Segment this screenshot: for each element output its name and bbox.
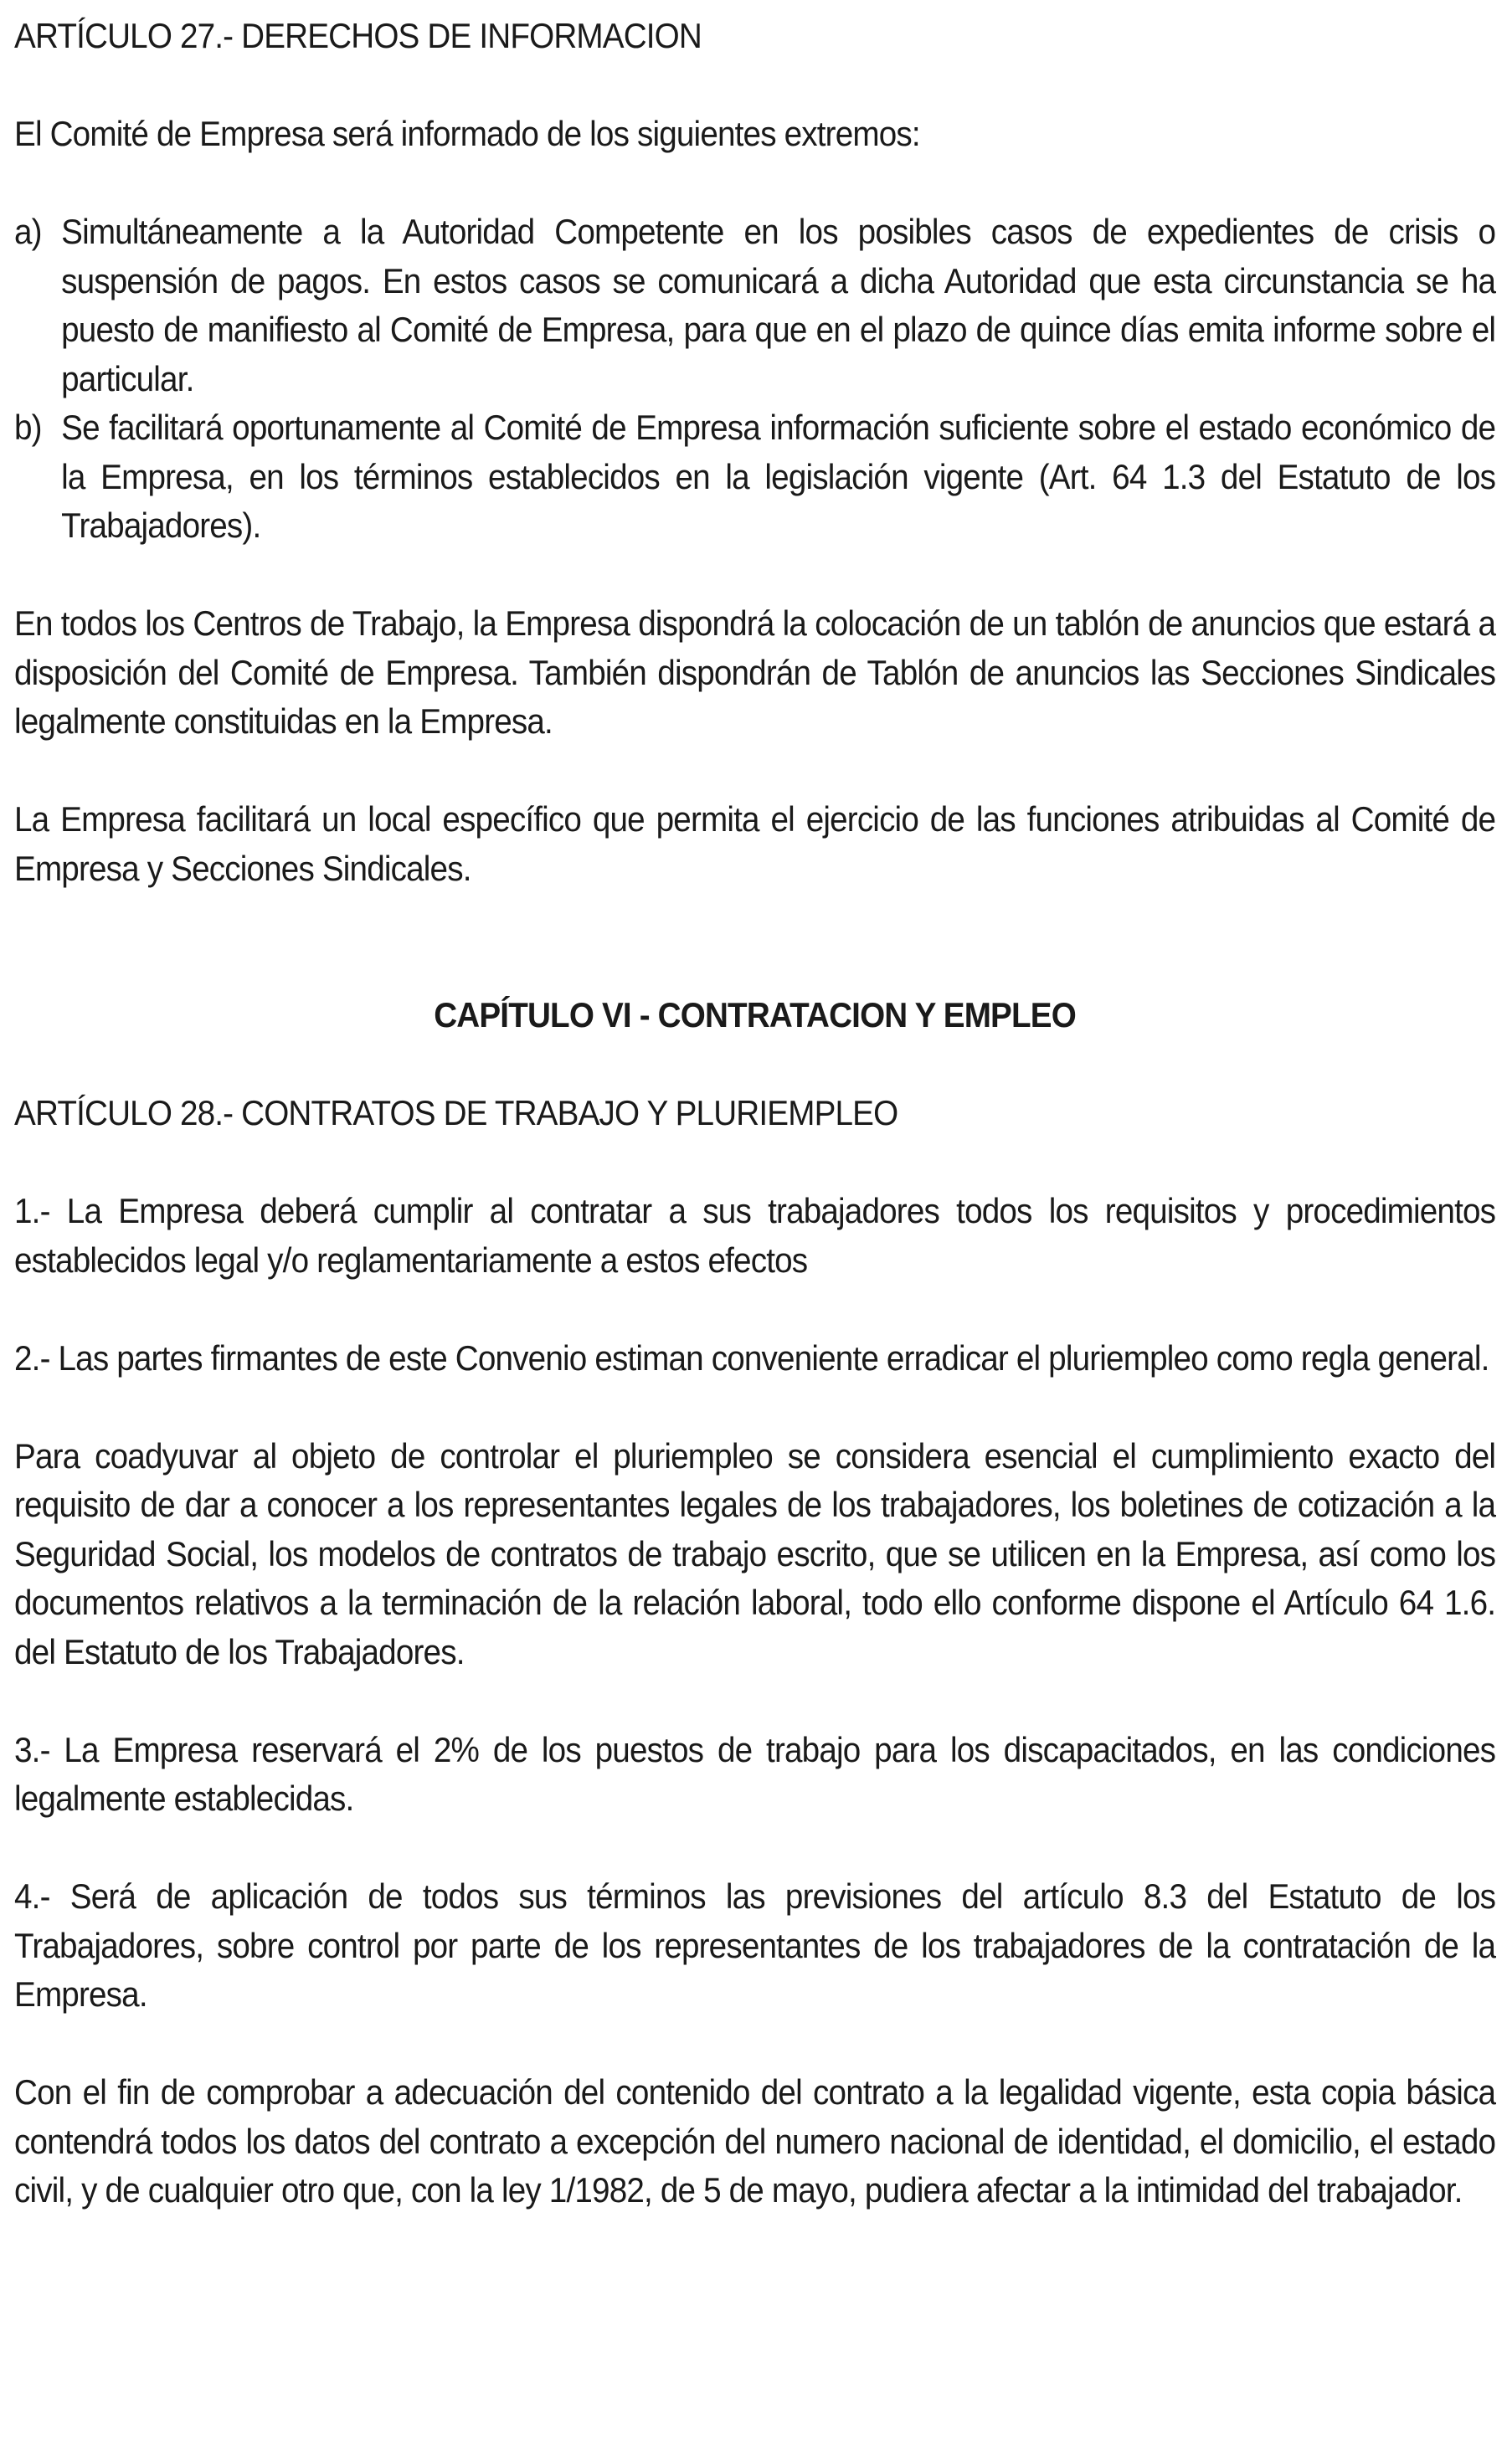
article-27-paragraph-notice-board: En todos los Centros de Trabajo, la Empresa dispondrá la colocación de un tablón de anuncios que estará a disposición del Comité de Empresa. También dispondrán de Tablón de anuncios las Secciones Sindicales legalmente constituidas en la Empresa. <box>14 603 1496 741</box>
article-27-title: ARTÍCULO 27.- DERECHOS DE INFORMACION <box>14 16 702 55</box>
article-27-intro: El Comité de Empresa será informado de los siguientes extremos: <box>14 114 920 153</box>
list-item-a <box>14 208 1495 403</box>
article-28-title: ARTÍCULO 28.- CONTRATOS DE TRABAJO Y PLURIEMPLEO <box>14 1093 898 1132</box>
chapter-title: CAPÍTULO VI - CONTRATACION Y EMPLEO <box>434 995 1076 1034</box>
article-28-point-4: 4.- Será de aplicación de todos sus términos las previsiones del artículo 8.3 del Estatuto de los Trabajadores, sobre control por parte de los representantes de los trabajadores de la contratación de la Empresa. <box>14 1876 1496 2014</box>
article-28-point-2: 2.- Las partes firmantes de este Convenio estiman conveniente erradicar el pluriempleo como regla general. <box>14 1337 1489 1378</box>
list-marker-a: a) <box>14 212 42 251</box>
list-item-b <box>14 403 1495 551</box>
document-page <box>14 12 1495 2215</box>
list-text-b: Se facilitará oportunamente al Comité de Empresa información suficiente sobre el estado económico de la Empresa, en los términos establecidos en la legislación vigente (Art. 64 1.3 del Estatuto de los Trabajadores). <box>61 408 1496 545</box>
article-28-paragraph-control: Para coadyuvar al objeto de controlar el pluriempleo se considera esencial el cumplimiento exacto del requisito de dar a conocer a los representantes legales de los trabajadores, los boletines de cotización a la Seguridad Social, los modelos de contratos de trabajo escrito, que se utilicen en la Empresa, así como los documentos relativos a la terminación de la relación laboral, todo ello conforme dispone el Artículo 64 1.6. del Estatuto de los Trabajadores. <box>14 1435 1496 1671</box>
list-marker-b: b) <box>14 408 42 447</box>
article-27-paragraph-premises: La Empresa facilitará un local específico que permita el ejercicio de las funciones atribuidas al Comité de Empresa y Secciones Sindicales. <box>14 799 1496 888</box>
article-28-point-3: 3.- La Empresa reservará el 2% de los puestos de trabajo para los discapacitados, en las condiciones legalmente establecidas. <box>14 1729 1496 1818</box>
article-28-paragraph-basic-copy: Con el fin de comprobar a adecuación del contenido del contrato a la legalidad vigente, esta copia básica contendrá todos los datos del contrato a excepción del numero nacional de identidad, el domicilio, el estado civil, y de cualquier otro que, con la ley 1/1982, de 5 de mayo, pudiera afectar a la intimidad del trabajador. <box>14 2072 1496 2210</box>
article-28-point-1: 1.- La Empresa deberá cumplir al contratar a sus trabajadores todos los requisitos y procedimientos establecidos legal y/o reglamentariamente a estos efectos <box>14 1191 1496 1280</box>
list-text-a: Simultáneamente a la Autoridad Competente en los posibles casos de expedientes de crisis o suspensión de pagos. En estos casos se comunicará a dicha Autoridad que esta circunstancia se ha puesto de manifiesto al Comité de Empresa, para que en el plazo de quince días emita informe sobre el particular. <box>61 212 1496 398</box>
